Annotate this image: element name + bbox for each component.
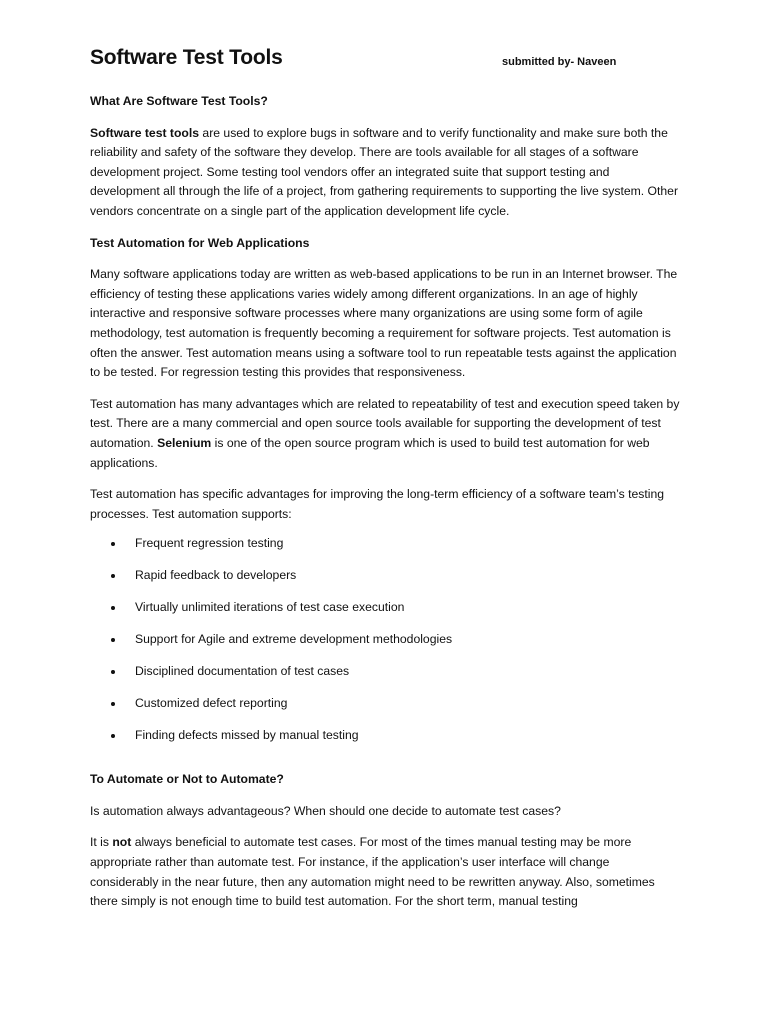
list-item [90, 726, 680, 758]
paragraph-not-always-text-1: It is [90, 835, 113, 850]
heading-what-are-tools: What Are Software Test Tools? [90, 94, 268, 108]
submitted-by: submitted by- Naveen [502, 56, 617, 68]
bullet-icon [111, 542, 115, 546]
paragraph-advantages-text-1: Test automation has many advantages which are related to repeatability of test and execution speed taken by test. There are a many commercial and open source tools available for supporting the development of test automation. [90, 396, 680, 450]
list-item [90, 694, 680, 726]
bullet-icon [111, 638, 115, 642]
list-item-text: Finding defects missed by manual testing [135, 728, 359, 743]
list-item-text: Customized defect reporting [135, 696, 288, 711]
paragraph-not-always [90, 833, 680, 911]
heading-web-automation: Test Automation for Web Applications [90, 235, 310, 250]
bullet-list-supports [90, 534, 680, 758]
bullet-icon [111, 702, 115, 706]
bullet-icon [111, 574, 115, 578]
heading-automate-or-not: To Automate or Not to Automate? [90, 772, 284, 787]
document-title: Software Test Tools [90, 46, 283, 69]
list-item-text: Frequent regression testing [135, 536, 284, 551]
paragraph-question: Is automation always advantageous? When should one decide to automate test cases? [90, 803, 561, 818]
title-row [90, 44, 680, 80]
list-item-text: Disciplined documentation of test cases [135, 664, 350, 679]
paragraph-intro-text: are used to explore bugs in software and to verify functionality and make sure both the reliability and safety of the software they develop. There are tools available for all stages of a software development project. Some testing tool vendors offer an integrated suite that support testing and development all through the life of a project, from gathering requirements to supporting the live system. Other vendors concentrate on a single part of the application development life cycle. [90, 125, 679, 218]
bullet-icon [111, 670, 115, 674]
paragraph-supports: Test automation has specific advantages for improving the long-term efficiency of a software team’s testing processes. Test automation supports: [90, 487, 665, 521]
list-item-text: Virtually unlimited iterations of test case execution [135, 600, 405, 615]
list-item [90, 630, 680, 662]
paragraph-advantages [90, 395, 680, 473]
bullet-icon [111, 606, 115, 610]
document-page [90, 44, 680, 912]
paragraph-not-always-text-2: always beneficial to automate test cases. For most of the times manual testing may be more appropriate rather than automate test. For instance, if the application’s user interface will change considerably in the near future, then any automation might need to be rewritten anyway. Also, sometimes there simply is not enough time to build test automation. For the short term, manual testing [90, 835, 655, 909]
bold-term-not: not [112, 835, 132, 850]
paragraph-web-apps: Many software applications today are written as web-based applications to be run in an Internet browser. The efficiency of testing these applications varies widely among different organizations. In an age of highly interactive and responsive software processes where many organizations are using some form of agile methodology, test automation is frequently becoming a requirement for software projects. Test automation is often the answer. Test automation means using a software tool to run repeatable tests against the application to be tested. For regression testing this provides that responsiveness. [90, 267, 678, 380]
list-item [90, 662, 680, 694]
bullet-icon [111, 734, 115, 738]
bold-term-selenium: Selenium [157, 435, 212, 450]
list-item-text: Support for Agile and extreme development methodologies [135, 632, 453, 647]
list-item [90, 598, 680, 630]
list-item [90, 566, 680, 598]
bold-term-software-test-tools: Software test tools [90, 125, 200, 140]
paragraph-advantages-text-2: is one of the open source program which is used to build test automation for web applications. [90, 435, 650, 470]
paragraph-intro [90, 124, 680, 222]
list-item [90, 534, 680, 566]
list-item-text: Rapid feedback to developers [135, 568, 297, 583]
